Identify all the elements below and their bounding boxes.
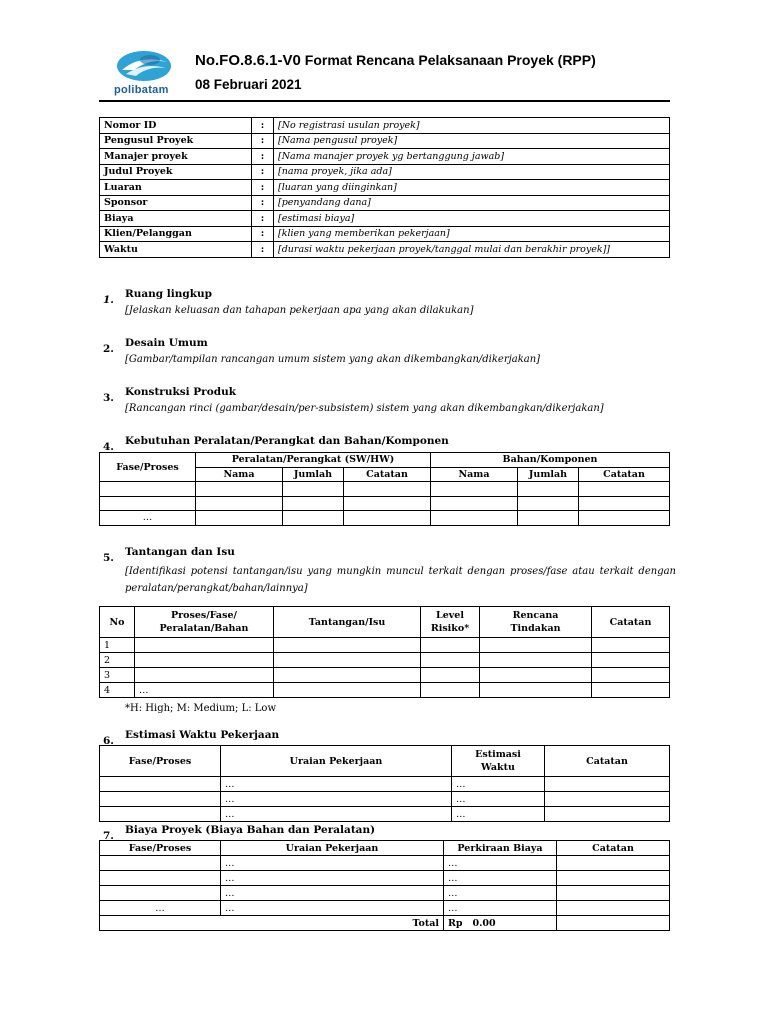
info-row (100, 211, 670, 227)
section-title: Ruang lingkup (125, 288, 212, 300)
table-row: … … (100, 777, 670, 792)
section-number: 5. (103, 552, 114, 564)
info-label: Nomor ID (100, 118, 252, 134)
table-row (100, 496, 670, 511)
col-jumlah: Jumlah (283, 467, 344, 482)
info-value: [No registrasi usulan proyek] (274, 118, 670, 134)
col-catatan: Catatan (344, 467, 431, 482)
table-row (100, 638, 670, 653)
section-number: 2. (103, 343, 114, 355)
info-colon: : (252, 180, 274, 196)
section-3 (103, 386, 236, 405)
section-1 (103, 288, 212, 307)
info-colon: : (252, 133, 274, 149)
section-title: Tantangan dan Isu (125, 546, 235, 558)
col-jumlah: Jumlah (518, 467, 579, 482)
table-row: … … (100, 792, 670, 807)
table-row (100, 683, 670, 698)
section-1-desc: [Jelaskan keluasan dan tahapan pekerjaan apa yang akan dilakukan] (125, 305, 474, 316)
info-row (100, 242, 670, 258)
form-code: No.FO.8.6.1-V0 (195, 52, 301, 69)
section-5 (103, 546, 235, 565)
info-value: [nama proyek, jika ada] (274, 164, 670, 180)
cell-proses (135, 653, 274, 668)
col-group-bahan: Bahan/Komponen (431, 453, 670, 468)
col-estimasi: Estimasi Waktu (452, 746, 545, 777)
section-3-desc: [Rancangan rinci (gambar/desain/per-subsistem) sistem yang akan dikembangkan/dikerjakan] (125, 403, 604, 414)
table-row: … … (100, 807, 670, 822)
cell-no: 3 (100, 668, 135, 683)
info-row (100, 118, 670, 134)
cell-proses (135, 668, 274, 683)
info-row (100, 149, 670, 165)
info-value: [Nama pengusul proyek] (274, 133, 670, 149)
col-fase: Fase/Proses (100, 746, 221, 777)
cell-no: 4 (100, 683, 135, 698)
info-row (100, 164, 670, 180)
section-title: Biaya Proyek (Biaya Bahan dan Peralatan) (125, 824, 376, 836)
col-nama: Nama (196, 467, 283, 482)
section-number: 6. (103, 735, 114, 747)
section-title: Estimasi Waktu Pekerjaan (125, 729, 280, 741)
table-row (100, 653, 670, 668)
info-row (100, 226, 670, 242)
info-value: [penyandang dana] (274, 195, 670, 211)
info-label: Sponsor (100, 195, 252, 211)
col-uraian: Uraian Pekerjaan (221, 841, 444, 856)
info-colon: : (252, 226, 274, 242)
cell-no: 2 (100, 653, 135, 668)
table-row: … … … (100, 901, 670, 916)
col-uraian: Uraian Pekerjaan (221, 746, 452, 777)
info-row (100, 133, 670, 149)
info-colon: : (252, 211, 274, 227)
table-row (100, 668, 670, 683)
table-row: … … (100, 886, 670, 901)
col-group-peralatan: Peralatan/Perangkat (SW/HW) (196, 453, 431, 468)
total-label: Total (100, 916, 444, 931)
info-label: Judul Proyek (100, 164, 252, 180)
section-5-desc: [Identifikasi potensi tantangan/isu yang mungkin muncul terkait dengan proses/fase atau terkait dengan peralatan/perangkat/bahan/lainnya] (125, 566, 676, 594)
col-catatan: Catatan (545, 746, 670, 777)
section-2-desc: [Gambar/tampilan rancangan umum sistem yang akan dikembangkan/dikerjakan] (125, 354, 541, 365)
risk-table (99, 606, 670, 698)
info-colon: : (252, 149, 274, 165)
col-rencana: Rencana Tindakan (480, 607, 592, 638)
section-title: Konstruksi Produk (125, 386, 236, 398)
info-value: [luaran yang diinginkan] (274, 180, 670, 196)
col-catatan: Catatan (557, 841, 670, 856)
section-title: Kebutuhan Peralatan/Perangkat dan Bahan/Komponen (125, 435, 449, 447)
total-row (100, 916, 670, 931)
col-fase: Fase/Proses (100, 453, 196, 482)
cell-no: 1 (100, 638, 135, 653)
equipment-table (99, 452, 670, 526)
total-value: Rp 0.00 (444, 916, 557, 931)
col-tantangan: Tantangan/Isu (274, 607, 421, 638)
col-biaya: Perkiraan Biaya (444, 841, 557, 856)
info-label: Biaya (100, 211, 252, 227)
section-number: 4. (103, 441, 114, 453)
info-label: Pengusul Proyek (100, 133, 252, 149)
table-row (100, 482, 670, 497)
col-catatan: Catatan (592, 607, 670, 638)
project-info-table (99, 117, 670, 258)
logo-text: polibatam (114, 84, 169, 96)
info-colon: : (252, 242, 274, 258)
header-divider (99, 100, 670, 102)
col-proses: Proses/Fase/ Peralatan/Bahan (135, 607, 274, 638)
document-date: 08 Februari 2021 (195, 77, 302, 92)
risk-note: *H: High; M: Medium; L: Low (125, 703, 277, 714)
table-row: … (100, 511, 670, 526)
info-label: Klien/Pelanggan (100, 226, 252, 242)
info-value: [Nama manajer proyek yg bertanggung jawab] (274, 149, 670, 165)
info-row (100, 195, 670, 211)
info-label: Manajer proyek (100, 149, 252, 165)
table-row: … … (100, 856, 670, 871)
info-label: Luaran (100, 180, 252, 196)
info-value: [estimasi biaya] (274, 211, 670, 227)
table-row: … … (100, 871, 670, 886)
section-title: Desain Umum (125, 337, 208, 349)
col-catatan: Catatan (579, 467, 670, 482)
info-row (100, 180, 670, 196)
time-estimate-table (99, 745, 670, 822)
document-title (195, 52, 596, 69)
section-number: 1. (103, 294, 114, 306)
info-value: [klien yang memberikan pekerjaan] (274, 226, 670, 242)
col-fase: Fase/Proses (100, 841, 221, 856)
col-no: No (100, 607, 135, 638)
cell-proses (135, 638, 274, 653)
cost-table (99, 840, 670, 931)
info-colon: : (252, 164, 274, 180)
info-label: Waktu (100, 242, 252, 258)
col-level: Level Risiko* (421, 607, 480, 638)
col-nama: Nama (431, 467, 518, 482)
info-value: [durasi waktu pekerjaan proyek/tanggal mulai dan berakhir proyek]] (274, 242, 670, 258)
section-number: 7. (103, 830, 114, 842)
form-title: Format Rencana Pelaksanaan Proyek (RPP) (304, 52, 596, 68)
info-colon: : (252, 195, 274, 211)
section-2 (103, 337, 208, 356)
cell-proses: … (135, 683, 274, 698)
polibatam-logo (110, 48, 180, 100)
section-number: 3. (103, 392, 114, 404)
info-colon: : (252, 118, 274, 134)
